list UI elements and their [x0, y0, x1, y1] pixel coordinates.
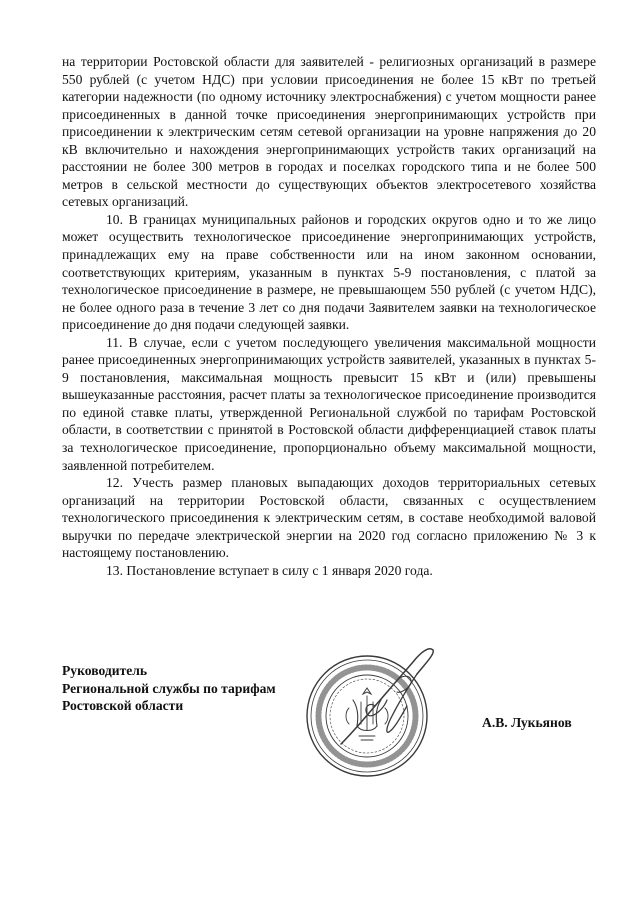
paragraph-11: 11. В случае, если с учетом последующего увеличения максимальной мощности ранее присоединенных энергопринимающих устройств заявителей, указанных в пунктах 5-9 постановления, максимальная мощность превысит 15 кВт и (или) превышены вышеуказанные расстояния, расчет платы за технологическое присоединение производится по единой ставке платы, утвержденной Региональной службой по тарифам Ростовской области, в соответствии с принятой в Ростовской области дифференциацией ставок платы за технологическое присоединение, пропорционально объему максимальной мощности, заявленной потребителем. [62, 334, 596, 473]
signer-title-line-3: Ростовской области [62, 698, 184, 713]
official-seal-icon [301, 636, 461, 788]
paragraph-10: 10. В границах муниципальных районов и городских округов одно и то же лицо может осуществить технологическое присоединение энергопринимающих устройств, принадлежащих ему на праве собственности или на ином законном основании, соответствующих критериям, указанным в пунктах 5-9 постановления, с платой за технологическое присоединение в размере, не превышающем 550 рублей (с учетом НДС), не более одного раза в течение 3 лет со дня подачи Заявителем заявки на технологическое присоединение до дня подачи следующей заявки. [62, 211, 596, 333]
signer-title-line-1: Руководитель [62, 663, 148, 678]
signer-title-line-2: Региональной службы по тарифам [62, 680, 276, 696]
paragraph-12: 12. Учесть размер плановых выпадающих доходов территориальных сетевых организаций на территории Ростовской области, связанных с осуществлением технологического присоединения к электрическим сетям, в составе необходимой валовой выручки по передаче электрической энергии на 2020 год согласно приложению № 3 к настоящему постановлению. [62, 475, 596, 561]
paragraph-continuation: на территории Ростовской области для заявителей - религиозных организаций в размере 550 рублей (с учетом НДС) при условии присоединения не более 15 кВт по третьей категории надежности (по одному источнику электроснабжения) с учетом мощности ранее присоединенных в данной точке присоединения энергопринимающих устройств при присоединении к электрическим сетям сетевой организации на уровне напряжения до 20 кВ включительно и нахождения энергопринимающих устройств таких организаций на расстоянии не более 300 метров в городах и поселках городского типа и не более 500 метров в сельской местности до существующих объектов электросетевого хозяйства сетевых организаций. [62, 54, 596, 210]
document-body [62, 53, 596, 579]
signer-name: А.В. Лукьянов [482, 715, 572, 730]
signature-block [62, 662, 276, 715]
paragraph-13: 13. Постановление вступает в силу с 1 января 2020 года. [106, 562, 433, 578]
